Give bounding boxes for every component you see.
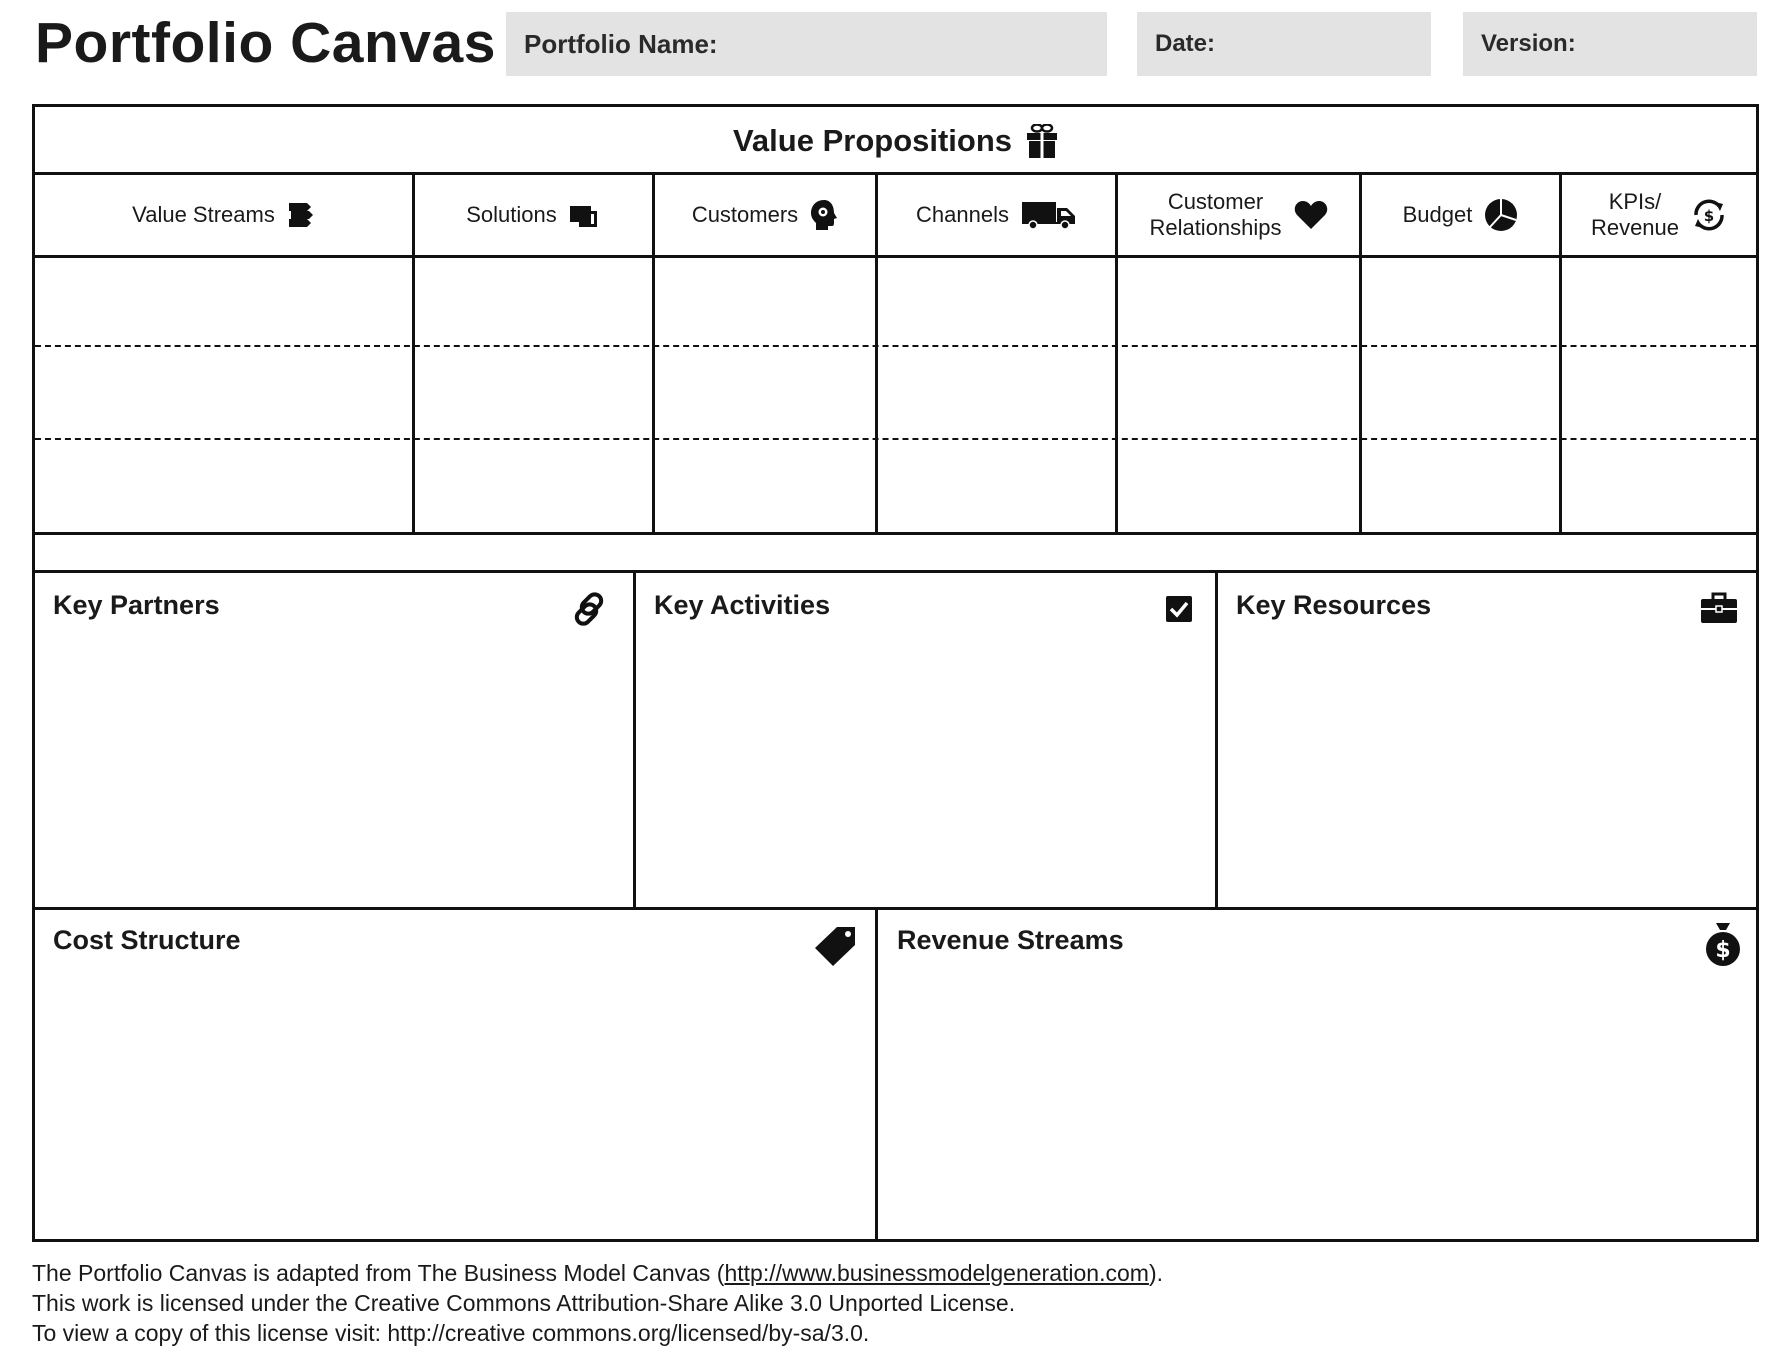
truck-icon bbox=[1021, 200, 1077, 230]
column-label-line: KPIs/ bbox=[1608, 189, 1662, 214]
divider bbox=[35, 532, 1756, 535]
column-budget bbox=[1362, 175, 1559, 255]
revenue-streams-title: Revenue Streams bbox=[897, 925, 1124, 955]
footer-text: ). bbox=[1148, 1260, 1163, 1286]
portfolio-canvas bbox=[32, 104, 1759, 1242]
column-label-line: Customer bbox=[1167, 189, 1264, 214]
column-value-streams bbox=[35, 175, 412, 255]
column-label: Budget bbox=[1402, 202, 1473, 227]
version-field[interactable] bbox=[1463, 12, 1757, 76]
portfolio-name-label: Portfolio Name: bbox=[524, 28, 718, 59]
svg-text:$: $ bbox=[1715, 938, 1731, 963]
footer-line-2: This work is licensed under the Creative Commons Attribution-Share Alike 3.0 Unported License. bbox=[32, 1290, 1016, 1316]
date-field[interactable] bbox=[1137, 12, 1431, 76]
solutions-icon bbox=[569, 202, 601, 228]
footer-line-3: To view a copy of this license visit: http://creative commons.org/licensed/by-sa/3.0. bbox=[32, 1320, 870, 1346]
dashed-divider bbox=[35, 345, 1756, 347]
footer-text: The Portfolio Canvas is adapted from The Business Model Canvas ( bbox=[32, 1260, 725, 1286]
column-kpis-revenue bbox=[1562, 175, 1756, 255]
checkbox-icon bbox=[1165, 595, 1193, 623]
key-partners-title: Key Partners bbox=[53, 590, 220, 620]
column-label: Solutions bbox=[466, 202, 557, 227]
value-streams-icon bbox=[287, 202, 315, 228]
date-label: Date: bbox=[1155, 30, 1216, 57]
column-solutions bbox=[415, 175, 652, 255]
business-model-link[interactable]: http://www.businessmodelgeneration.com bbox=[724, 1260, 1149, 1286]
version-label: Version: bbox=[1481, 30, 1576, 57]
key-activities-title: Key Activities bbox=[654, 590, 831, 620]
column-label: Value Streams bbox=[132, 202, 275, 227]
value-propositions-header bbox=[35, 107, 1756, 174]
column-label bbox=[1591, 189, 1679, 241]
column-label bbox=[1149, 189, 1281, 241]
column-channels bbox=[878, 175, 1115, 255]
key-resources-title: Key Resources bbox=[1236, 590, 1432, 620]
head-gear-icon bbox=[810, 199, 838, 231]
heart-icon bbox=[1294, 200, 1328, 230]
column-label-line: Relationships bbox=[1149, 215, 1282, 240]
link-icon bbox=[571, 591, 607, 627]
license-footer bbox=[32, 1258, 1163, 1348]
pie-chart-icon bbox=[1484, 198, 1518, 232]
column-customer-relationships bbox=[1118, 175, 1359, 255]
portfolio-name-field[interactable] bbox=[506, 12, 1107, 76]
column-customers bbox=[655, 175, 875, 255]
cost-structure-title: Cost Structure bbox=[53, 925, 241, 955]
divider bbox=[1215, 571, 1218, 908]
column-label: Customers bbox=[691, 202, 799, 227]
svg-text:$: $ bbox=[1703, 207, 1715, 225]
footer-line-1 bbox=[32, 1258, 1163, 1288]
briefcase-icon bbox=[1700, 591, 1738, 625]
divider bbox=[633, 571, 636, 908]
divider bbox=[875, 908, 878, 1239]
tag-icon bbox=[813, 925, 857, 967]
dashed-divider bbox=[35, 438, 1756, 440]
column-label: Channels bbox=[916, 202, 1009, 227]
page-title: Portfolio Canvas bbox=[35, 11, 496, 75]
divider bbox=[35, 570, 1756, 573]
column-label-line: Revenue bbox=[1590, 215, 1680, 240]
dollar-cycle-icon bbox=[1691, 197, 1727, 233]
money-bag-icon bbox=[1702, 921, 1744, 967]
gift-icon bbox=[1026, 124, 1058, 158]
value-propositions-title: Value Propositions bbox=[732, 122, 1013, 158]
divider bbox=[35, 907, 1756, 910]
divider bbox=[35, 255, 1756, 258]
